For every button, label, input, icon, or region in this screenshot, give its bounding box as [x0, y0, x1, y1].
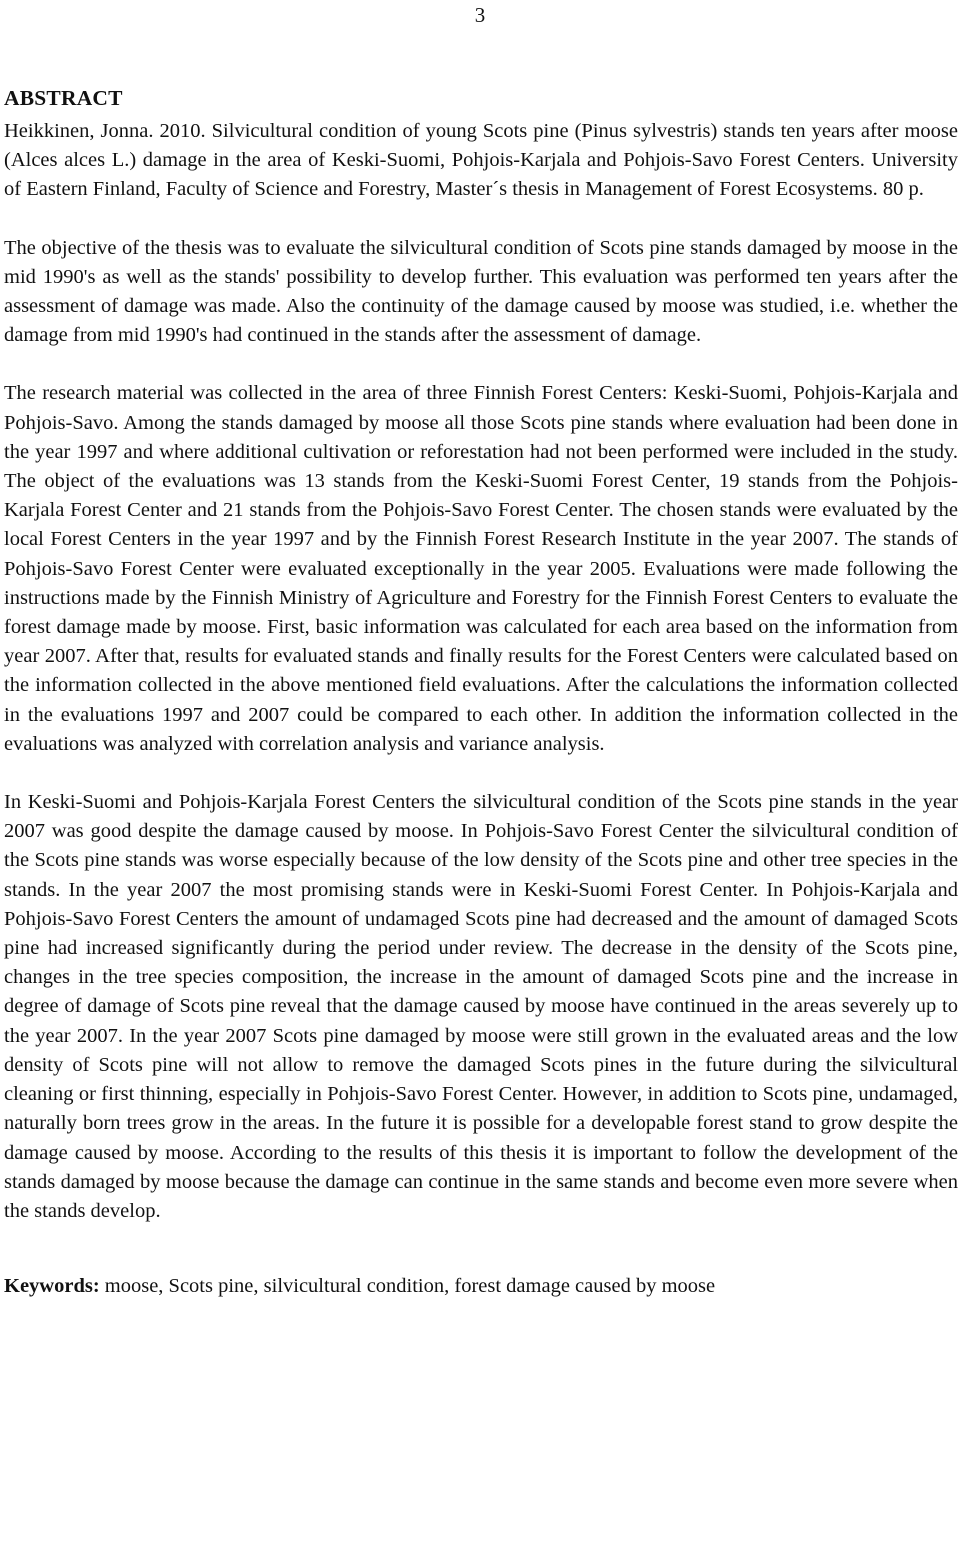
keywords-text: moose, Scots pine, silvicultural condition, forest damage caused by moose	[99, 1275, 716, 1298]
abstract-paragraph-objective: The objective of the thesis was to evaluate the silvicultural condition of Scots pine stands damaged by moose in the mid 1990's as well as the stands' possibility to develop further. This evaluation was performed ten years after the assessment of damage was made. Also the continuity of the damage caused by moose was studied, i.e. whether the damage from mid 1990's had continued in the stands after the assessment of damage.	[4, 236, 958, 347]
abstract-heading: ABSTRACT	[4, 86, 123, 110]
page-number: 3	[474, 3, 486, 27]
keywords-line	[4, 1272, 958, 1301]
abstract-section	[4, 84, 958, 1301]
abstract-paragraph-results: In Keski-Suomi and Pohjois-Karjala Forest Centers the silvicultural condition of the Scots pine stands in the year 2007 was good despite the damage caused by moose. In Pohjois-Savo Forest Center the silvicultural condition of the Scots pine stands was worse especially because of the low density of the Scots pine and other tree species in the stands. In the year 2007 the most promising stands were in Keski-Suomi Forest Center. In Pohjois-Karjala and Pohjois-Savo Forest Centers the amount of undamaged Scots pine had decreased and the amount of damaged Scots pine had increased significantly during the period under review. The decrease in the density of the Scots pine, changes in the tree species composition, the increase in the amount of damaged Scots pine and the increase in degree of damage of Scots pine reveal that the damage caused by moose have continued in the areas severely up to the year 2007. In the year 2007 Scots pine damaged by moose were still grown in the evaluated areas and the low density of Scots pine will not allow to remove the damaged Scots pines in the future during the silvicultural cleaning or first thinning, especially in Pohjois-Savo Forest Center. However, in addition to Scots pine, undamaged, naturally born trees grow in the areas. In the future it is possible for a developable forest stand to grow despite the damage caused by moose. According to the results of this thesis it is important to follow the development of the stands damaged by moose because the damage can continue in the same stands and become even more severe when the stands develop.	[4, 791, 958, 1222]
abstract-paragraph-material: The research material was collected in the area of three Finnish Forest Centers: Keski-Suomi, Pohjois-Karjala and Pohjois-Savo. Among the stands damaged by moose all those Scots pine stands where evaluation had been done in the year 1997 and where additional cultivation or reforestation had not been performed were included in the study. The object of the evaluations was 13 stands from the Keski-Suomi Forest Center, 19 stands from the Pohjois-Karjala Forest Center and 21 stands from the Pohjois-Savo Forest Center. The chosen stands were evaluated by the local Forest Centers in the year 1997 and by the Finnish Forest Research Institute in the year 2007. The stands of Pohjois-Savo Forest Center were evaluated exceptionally in the year 2005. Evaluations were made following the instructions made by the Finnish Ministry of Agriculture and Forestry for the Finnish Forest Centers to evaluate the forest damage made by moose. First, basic information was calculated for each area based on the information from year 2007. After that, results for evaluated stands and finally results for the Forest Centers were calculated based on the information collected in the above mentioned field evaluations. After the calculations the information collected in the evaluations 1997 and 2007 could be compared to each other. In addition the information collected in the evaluations was analyzed with correlation analysis and variance analysis.	[4, 382, 958, 755]
abstract-citation: Heikkinen, Jonna. 2010. Silvicultural condition of young Scots pine (Pinus sylvestris) stands ten years after moose (Alces alces L.) damage in the area of Keski-Suomi, Pohjois-Karjala and Pohjois-Savo Forest Centers. University of Eastern Finland, Faculty of Science and Forestry, Master´s thesis in Management of Forest Ecosystems. 80 p.	[4, 120, 958, 201]
keywords-label: Keywords:	[4, 1275, 100, 1298]
